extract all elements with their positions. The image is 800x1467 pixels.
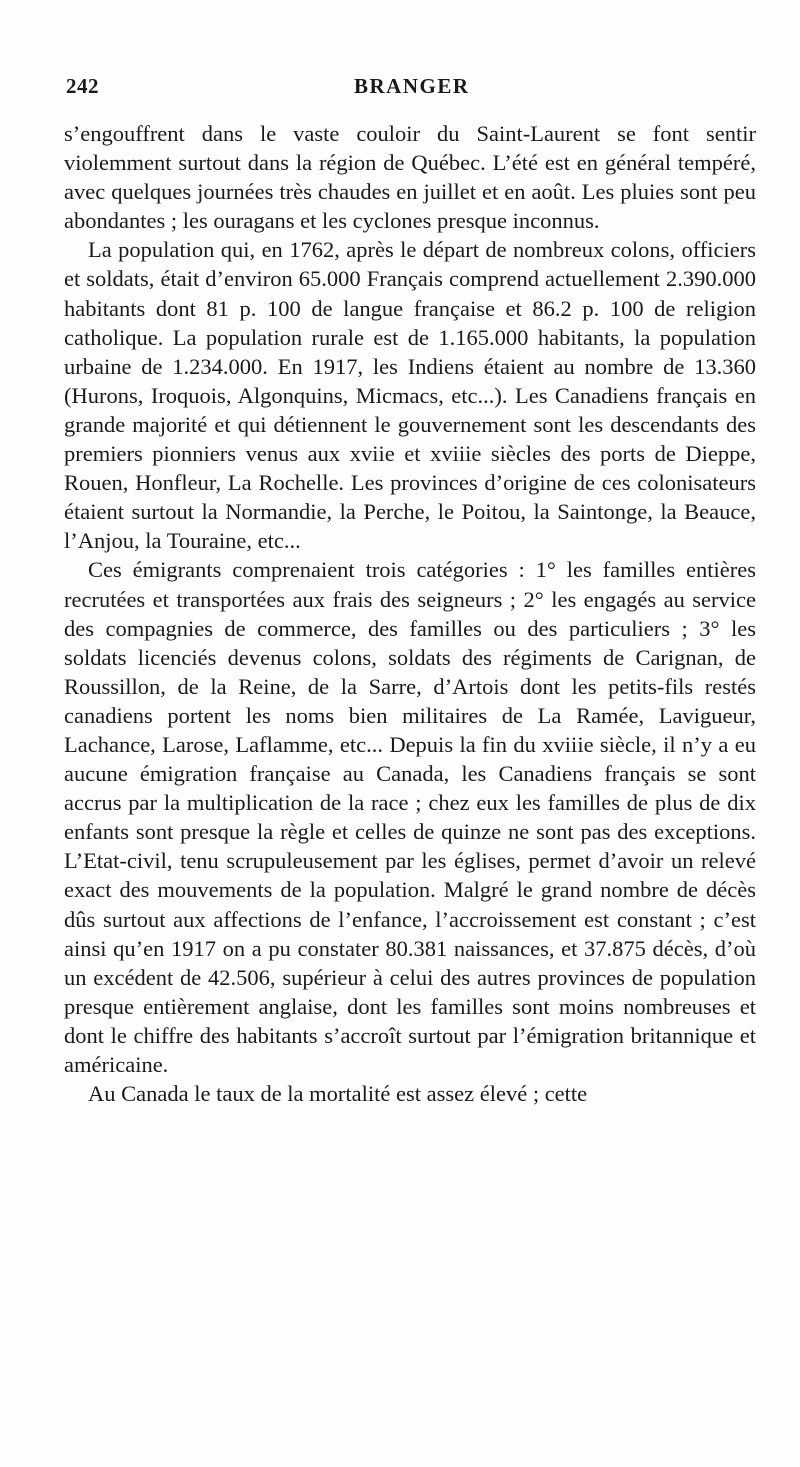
paragraph-emigrants: Ces émigrants comprenaient trois catégories : 1° les familles entières recrutées et transportées aux frais des seigneurs ; 2° les engagés au service des compagnies de commerce, des familles ou des particuliers ; 3° les soldats licenciés devenus colons, soldats des régiments de Carignan, de Roussillon, de la Reine, de la Sarre, d’Artois dont les petits-fils restés canadiens portent les noms bien militaires de La Ramée, Lavigueur, Lachance, Larose, Laflamme, etc... Depuis la fin du xviiie siècle, il n’y a eu aucune émigration française au Canada, les Canadiens français se sont accrus par la multiplication de la race ; chez eux les familles de plus de dix enfants sont presque la règle et celles de quinze ne sont pas des exceptions. L’Etat-civil, tenu scrupuleusement par les églises, permet d’avoir un relevé exact des mouvements de la population. Malgré le grand nombre de décès dûs surtout aux affections de l’enfance, l’accroissement est constant ; c’est ainsi qu’en 1917 on a pu constater 80.381 naissances, et 37.875 décès, d’où un excédent de 42.506, supérieur à celui des autres provinces de population presque entièrement anglaise, dont les familles sont moins nombreuses et dont le chiffre des habitants s’accroît surtout par l’émigration britannique et américaine. [64, 557, 756, 1077]
paragraph-population: La population qui, en 1762, après le départ de nombreux colons, officiers et soldats, était d’environ 65.000 Français comprend actuellement 2.390.000 habitants dont 81 p. 100 de langue française et 86.2 p. 100 de religion catholique. La population rurale est de 1.165.000 habitants, la population urbaine de 1.234.000. En 1917, les Indiens étaient au nombre de 13.360 (Hurons, Iroquois, Algonquins, Micmacs, etc...). Les Canadiens français en grande majorité et qui détiennent le gouvernement sont les descendants des premiers pionniers venus aux xviie et xviiie siècles des ports de Dieppe, Rouen, Honfleur, La Rochelle. Les provinces d’origine de ces colonisateurs étaient surtout la Normandie, la Perche, le Poitou, la Saintonge, la Beauce, l’Anjou, la Touraine, etc... [64, 237, 756, 554]
paragraph-mortality: Au Canada le taux de la mortalité est assez élevé ; cette [88, 1081, 588, 1107]
page-number: 242 [66, 74, 99, 98]
paragraph-continued: s’engouffrent dans le vaste couloir du Saint-Laurent se font sentir violemment surtout dans la région de Québec. L’été est en général tempéré, avec quelques journées très chaudes en juillet et en août. Les pluies sont peu abondantes ; les ouragans et les cyclones presque inconnus. [64, 121, 756, 234]
body-text [64, 119, 756, 1108]
running-head: BRANGER [354, 74, 470, 98]
page-header [66, 74, 756, 106]
